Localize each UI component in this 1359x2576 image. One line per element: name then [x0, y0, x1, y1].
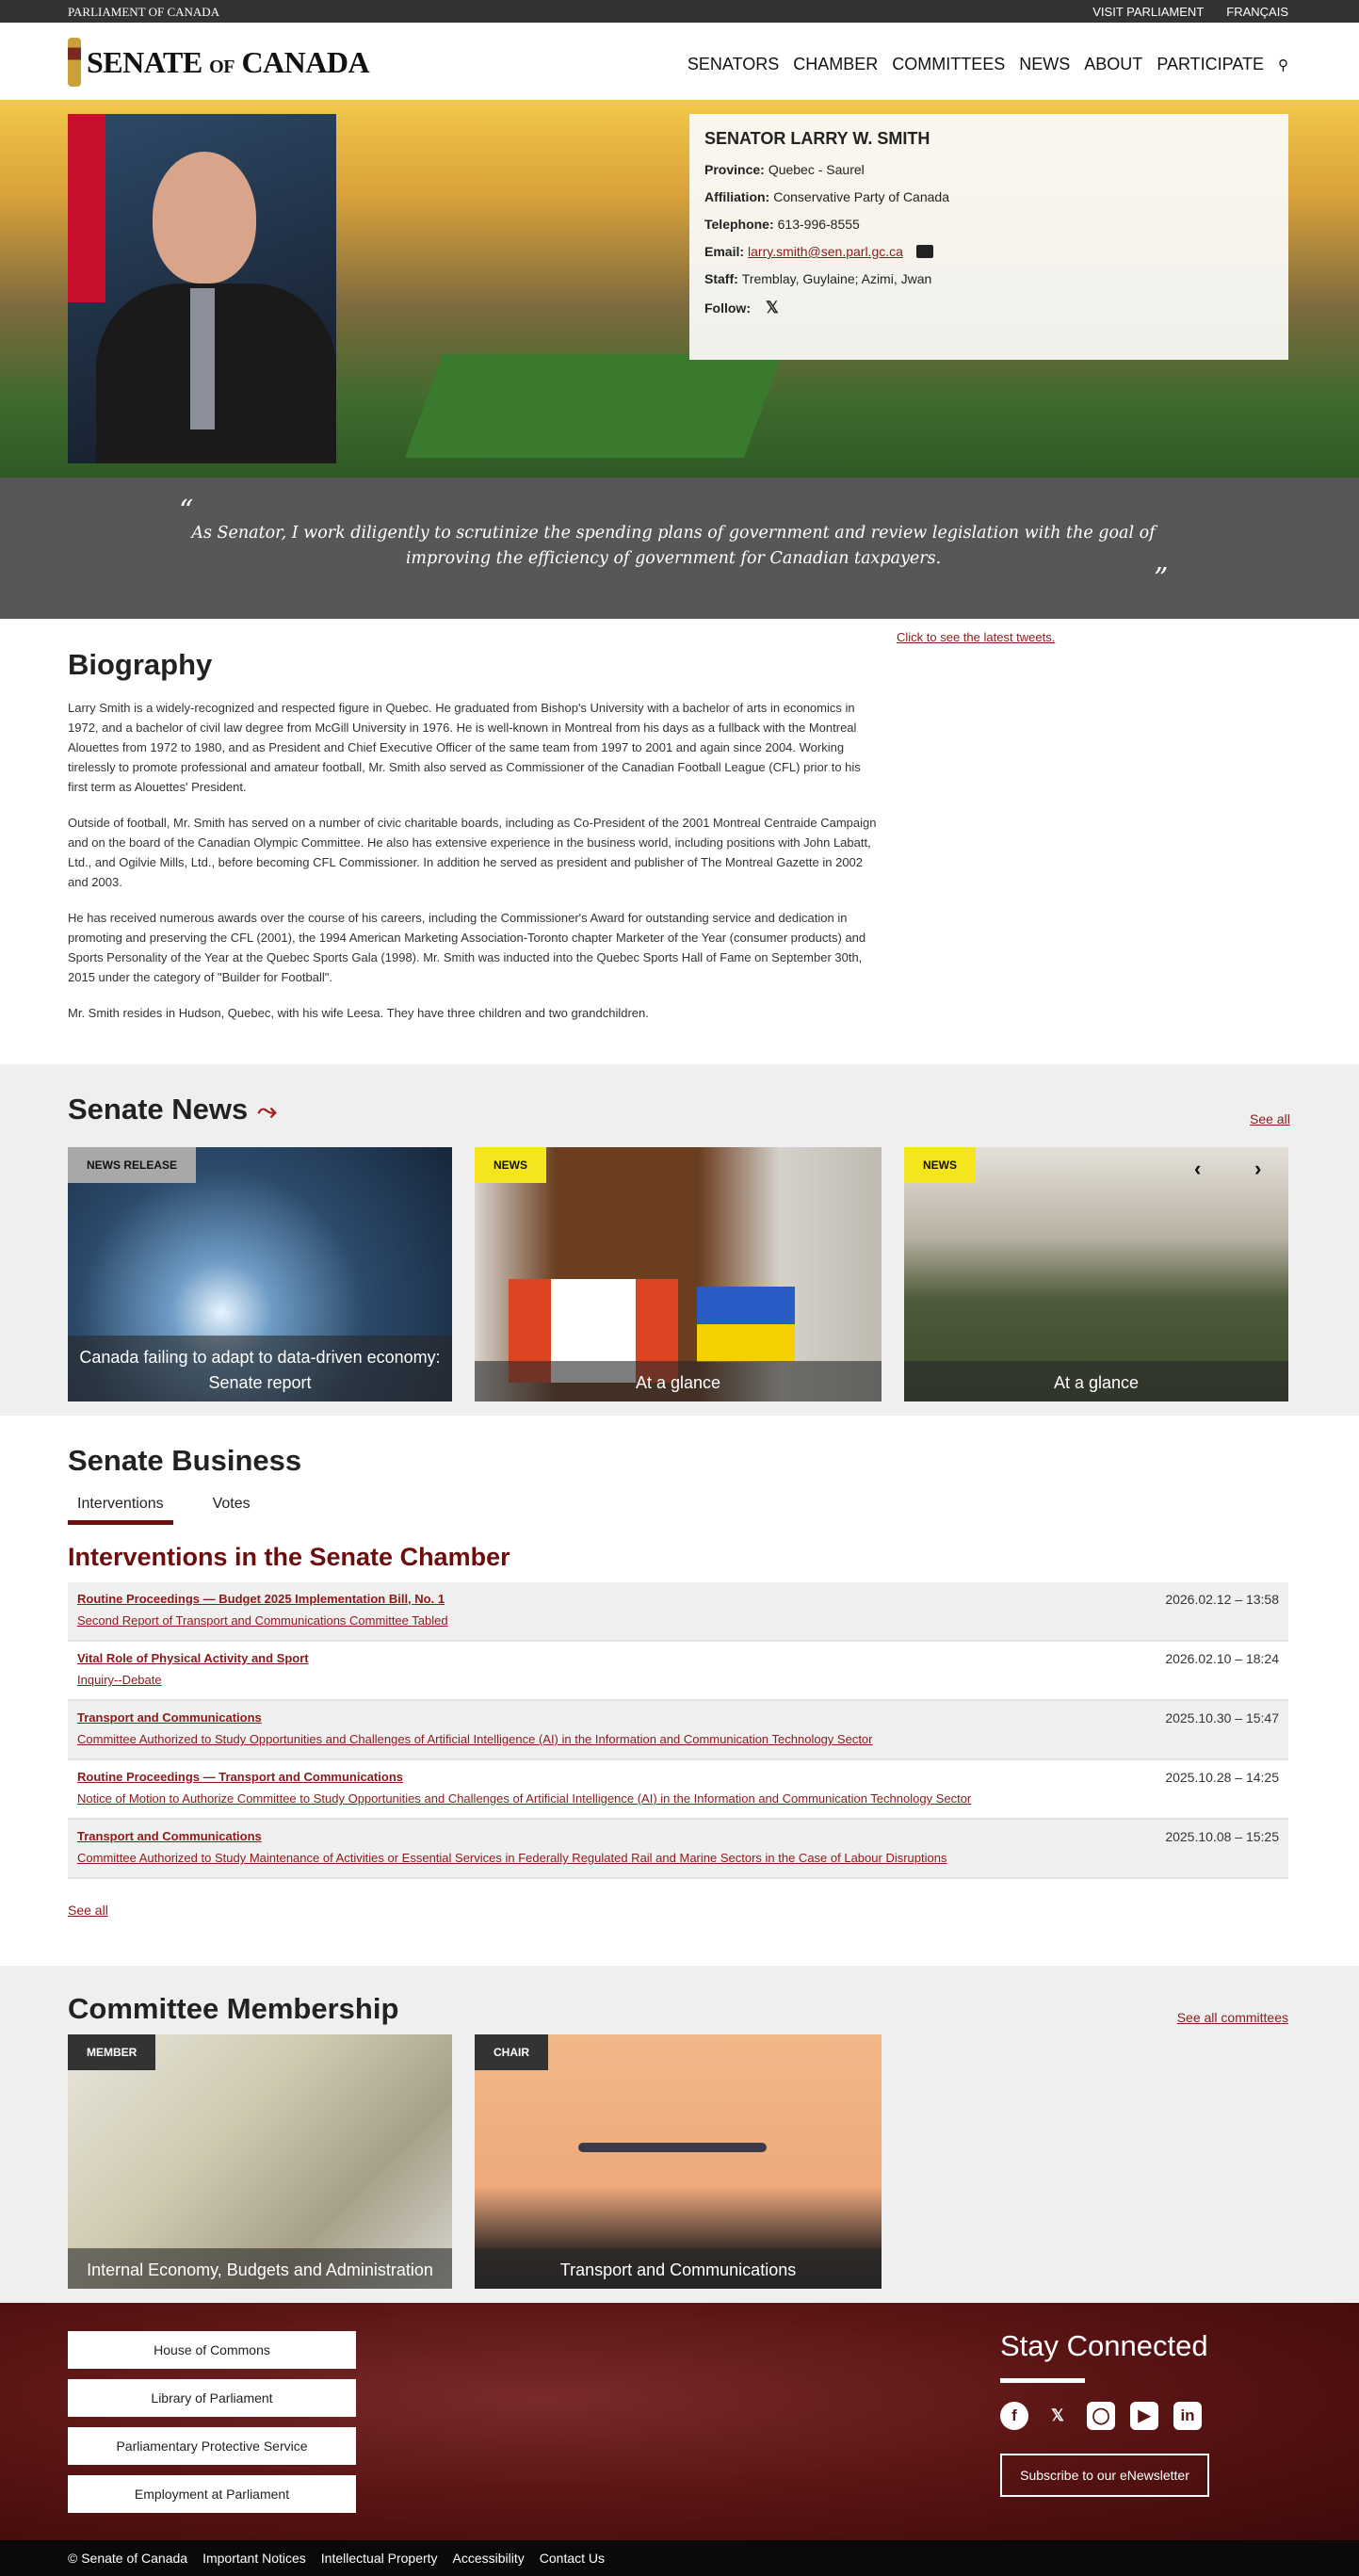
news-title: Senate News: [68, 1093, 249, 1126]
news-see-all-link[interactable]: See all: [1250, 1111, 1290, 1126]
news-tag: NEWS RELEASE: [68, 1147, 196, 1183]
quote-text: As Senator, I work diligently to scrutinize the spending plans of government and review legislation with the goal of improving the efficiency of government for Canadian taxpayers.: [191, 524, 1156, 568]
site-header: [0, 23, 1359, 100]
committee-caption[interactable]: Internal Economy, Budgets and Administration: [68, 2248, 452, 2289]
hero-banner: [0, 100, 1359, 478]
item-title-link[interactable]: Routine Proceedings — Budget 2025 Implementation Bill, No. 1: [77, 1592, 445, 1606]
library-of-parliament-link[interactable]: Library of Parliament: [68, 2379, 356, 2417]
search-icon[interactable]: ⚲: [1278, 57, 1288, 73]
biography-heading: Biography: [68, 648, 213, 681]
news-tag: NEWS: [904, 1147, 976, 1183]
main-nav: [688, 55, 1288, 74]
nav-participate[interactable]: PARTICIPATE: [1157, 55, 1264, 73]
telephone-value: 613-996-8555: [777, 217, 860, 232]
news-card[interactable]: [68, 1147, 452, 1401]
logo-text-end: CANADA: [241, 44, 370, 79]
affiliation-value: Conservative Party of Canada: [773, 189, 949, 204]
news-heading: [68, 1093, 277, 1126]
linkedin-icon[interactable]: in: [1173, 2402, 1202, 2430]
committee-section: [0, 1966, 1359, 2303]
item-title-link[interactable]: Routine Proceedings — Transport and Communications: [77, 1770, 403, 1784]
protective-service-link[interactable]: Parliamentary Protective Service: [68, 2427, 356, 2465]
accessibility-link[interactable]: Accessibility: [452, 2551, 525, 2566]
staff-value: Tremblay, Guylaine; Azimi, Jwan: [741, 271, 932, 286]
senator-portrait: [68, 114, 336, 463]
logo-text-of: OF: [209, 56, 235, 77]
item-date: 2025.10.30 – 15:47: [1165, 1710, 1279, 1725]
see-all-committees-link[interactable]: See all committees: [1176, 2010, 1288, 2025]
senate-logo[interactable]: [68, 38, 369, 87]
tab-interventions[interactable]: Interventions: [68, 1496, 173, 1525]
business-heading: Senate Business: [68, 1444, 302, 1477]
item-date: 2025.10.28 – 14:25: [1165, 1770, 1279, 1785]
email-label: Email:: [704, 244, 745, 259]
news-card[interactable]: [904, 1147, 1288, 1401]
senator-quote: [0, 478, 1359, 619]
news-caption[interactable]: At a glance: [475, 1361, 882, 1401]
site-footer: [0, 2303, 1359, 2540]
item-sub-link[interactable]: Second Report of Transport and Communications Committee Tabled: [77, 1613, 448, 1628]
bio-paragraph: Larry Smith is a widely-recognized and respected figure in Quebec. He graduated from Bishop's University with a bachelor of arts in economics in 1972, and a bachelor of civil law degree from McGill University in 1976. He is well-known in Montreal from his days as a fullback with the Montreal Alouettes from 1972 to 1980, and as President and Chief Executive Officer of the same team from 1997 to 2001 and again since 2004. Working tirelessly to promote professional and amateur football, Mr. Smith also served as Commissioner of the Canadian Football League (CFL) prior to his first term as Alouettes' President.: [68, 701, 861, 794]
instagram-icon[interactable]: ◯: [1087, 2402, 1115, 2430]
x-twitter-icon[interactable]: 𝕏: [766, 299, 779, 316]
youtube-icon[interactable]: ▶: [1130, 2402, 1158, 2430]
bottom-bar: [0, 2540, 1359, 2576]
list-item: [68, 1582, 1288, 1642]
nav-chamber[interactable]: CHAMBER: [793, 55, 879, 73]
bio-paragraph: Mr. Smith resides in Hudson, Quebec, with his wife Leesa. They have three children and two grandchildren.: [68, 1006, 649, 1020]
copyright: © Senate of Canada: [68, 2551, 188, 2566]
senate-news-section: [0, 1064, 1359, 1416]
list-item: [68, 1820, 1288, 1879]
list-item: [68, 1701, 1288, 1760]
divider: [1000, 2378, 1085, 2383]
biography-text: [68, 698, 878, 1039]
parliament-link[interactable]: PARLIAMENT OF CANADA: [68, 5, 220, 19]
follow-label: Follow:: [704, 300, 751, 316]
important-notices-link[interactable]: Important Notices: [202, 2551, 306, 2566]
committee-card[interactable]: [475, 2034, 882, 2289]
contact-us-link[interactable]: Contact Us: [539, 2551, 606, 2566]
nav-news[interactable]: NEWS: [1019, 55, 1071, 73]
rss-icon[interactable]: ⤳: [257, 1096, 278, 1125]
item-sub-link[interactable]: Committee Authorized to Study Maintenance of Activities or Essential Services in Federally Regulated Rail and Marine Sectors in the Case of Labour Disruptions: [77, 1851, 947, 1865]
nav-about[interactable]: ABOUT: [1084, 55, 1143, 73]
province-value: Quebec - Saurel: [768, 162, 865, 177]
business-tabs: [68, 1496, 260, 1525]
list-item: [68, 1642, 1288, 1701]
facebook-icon[interactable]: f: [1000, 2402, 1028, 2430]
committee-card[interactable]: [68, 2034, 452, 2289]
carousel-next-icon[interactable]: ›: [1254, 1157, 1262, 1180]
top-bar: [0, 0, 1359, 23]
logo-text: SENATE: [87, 44, 202, 79]
subscribe-newsletter-button[interactable]: Subscribe to our eNewsletter: [1000, 2454, 1209, 2497]
province-label: Province:: [704, 162, 765, 177]
news-caption[interactable]: Canada failing to adapt to data-driven economy: Senate report: [68, 1336, 452, 1401]
committee-role-tag: MEMBER: [68, 2034, 155, 2070]
bio-paragraph: Outside of football, Mr. Smith has served on a number of civic charitable boards, including as Co-President of the 2001 Montreal Centraide Campaign and on the board of the Canadian Olympic Committee. He also has extensive experience in the business world, including positions with John Labatt, Ltd., and Ogilvie Mills, Ltd., before becoming CFL Commissioner. In addition he served as president and publisher of The Montreal Gazette in 2002 and 2003.: [68, 816, 877, 889]
item-sub-link[interactable]: Notice of Motion to Authorize Committee to Study Opportunities and Challenges of Artificial Intelligence (AI) in the Information and Communication Technology Sector: [77, 1791, 972, 1806]
list-item: [68, 1760, 1288, 1820]
item-date: 2026.02.12 – 13:58: [1165, 1592, 1279, 1607]
news-caption[interactable]: At a glance: [904, 1361, 1288, 1401]
open-quote-icon: “: [179, 494, 194, 527]
item-title-link[interactable]: Transport and Communications: [77, 1829, 262, 1843]
social-links: [1000, 2402, 1202, 2430]
item-date: 2026.02.10 – 18:24: [1165, 1651, 1279, 1666]
committee-caption[interactable]: Transport and Communications: [475, 2248, 882, 2289]
interventions-heading: Interventions in the Senate Chamber: [68, 1543, 510, 1571]
close-quote-icon: ”: [1154, 562, 1169, 595]
affiliation-label: Affiliation:: [704, 189, 770, 204]
mace-icon: [68, 38, 81, 87]
stay-connected-heading: Stay Connected: [1000, 2329, 1208, 2362]
committee-role-tag: CHAIR: [475, 2034, 548, 2070]
news-card[interactable]: [475, 1147, 882, 1401]
stadium-image: [405, 354, 782, 458]
senator-info-card: [689, 114, 1288, 360]
item-title-link[interactable]: Transport and Communications: [77, 1710, 262, 1725]
telephone-label: Telephone:: [704, 217, 774, 232]
visit-parliament-link[interactable]: VISIT PARLIAMENT: [1092, 5, 1205, 19]
item-date: 2025.10.08 – 15:25: [1165, 1829, 1279, 1844]
flag-image: [697, 1287, 795, 1362]
language-toggle[interactable]: FRANÇAIS: [1226, 5, 1288, 19]
nav-senators[interactable]: SENATORS: [687, 55, 780, 73]
email-link[interactable]: larry.smith@sen.parl.gc.ca: [748, 244, 903, 259]
bio-paragraph: He has received numerous awards over the course of his careers, including the Commissioner's Award for outstanding service and dedication in promoting and preserving the CFL (2001), the 1994 American Marketing Association-Toronto chapter Marketer of the Year (consumer products) and Sports Personality of the Year at the Quebec Sports Gala (1998). Mr. Smith was inducted into the Quebec Sports Hall of Fame on September 30th, 2015 under the category of "Builder for Football".: [68, 911, 866, 984]
latest-tweets-link[interactable]: Click to see the latest tweets.: [897, 630, 1056, 644]
contact-card-icon[interactable]: [916, 245, 933, 258]
house-of-commons-link[interactable]: House of Commons: [68, 2331, 356, 2369]
committee-heading: Committee Membership: [68, 1992, 399, 2025]
item-sub-link[interactable]: Committee Authorized to Study Opportunities and Challenges of Artificial Intelligence (AI) in the Information and Communication Technology Sector: [77, 1732, 873, 1746]
intellectual-property-link[interactable]: Intellectual Property: [320, 2551, 438, 2566]
interventions-list: [68, 1582, 1288, 1879]
senator-name: SENATOR LARRY W. SMITH: [704, 129, 930, 148]
staff-label: Staff:: [704, 271, 738, 286]
carousel-prev-icon[interactable]: ‹: [1194, 1157, 1202, 1180]
item-title-link[interactable]: Vital Role of Physical Activity and Sport: [77, 1651, 309, 1665]
nav-committees[interactable]: COMMITTEES: [892, 55, 1006, 73]
item-sub-link[interactable]: Inquiry--Debate: [77, 1673, 162, 1687]
news-tag: NEWS: [475, 1147, 546, 1183]
interventions-see-all-link[interactable]: See all: [68, 1903, 108, 1918]
tab-votes[interactable]: Votes: [212, 1496, 251, 1512]
airplane-image: [578, 2143, 767, 2152]
x-twitter-icon[interactable]: 𝕏: [1051, 2406, 1064, 2424]
employment-link[interactable]: Employment at Parliament: [68, 2475, 356, 2513]
